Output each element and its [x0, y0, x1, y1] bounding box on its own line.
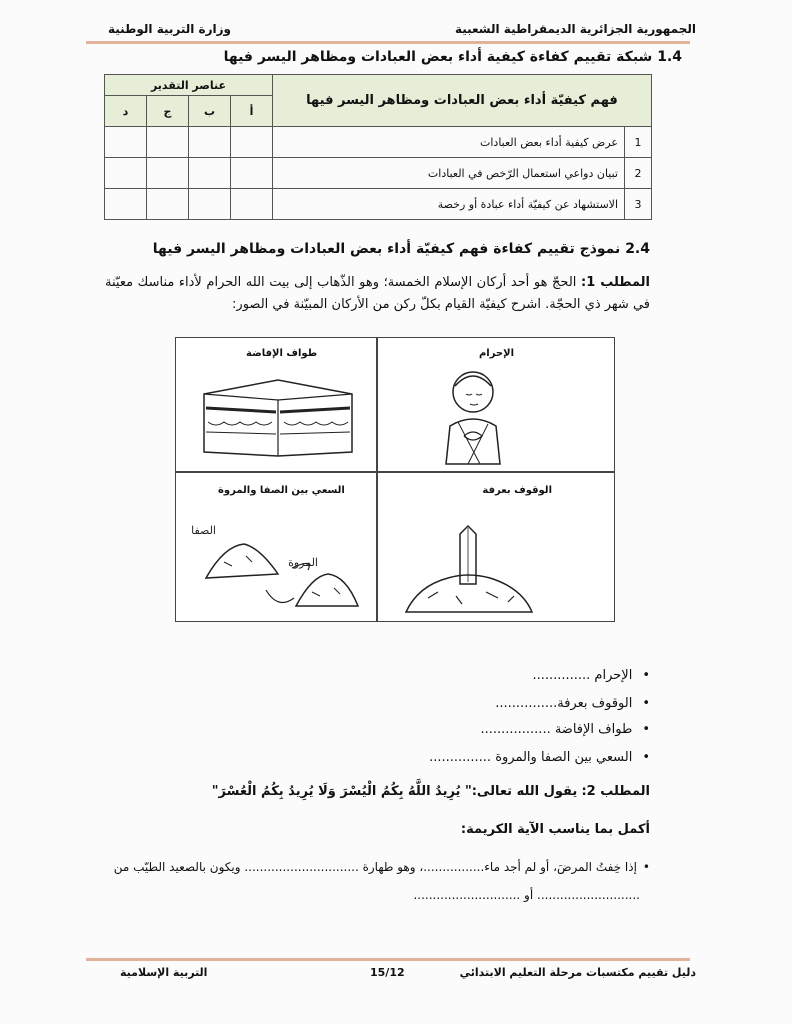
task2-text: يقول الله تعالى:" يُرِيدُ اللَّهُ بِكُمُ الْيُسْرَ وَلَا يُرِيدُ بِكُمُ الْعُسْرَ" [211, 784, 578, 799]
arafah-image [398, 526, 538, 616]
instruction: أكمل بما يناسب الآية الكريمة: [460, 822, 650, 837]
safa-marwa-image [191, 518, 366, 613]
grid-main-header: فهم كيفيّة أداء بعض العبادات ومظاهر اليسر فيها [273, 75, 652, 127]
grade-cell[interactable] [189, 189, 231, 220]
safa-label: الصفا [191, 524, 216, 537]
grade-cell[interactable] [189, 158, 231, 189]
grade-cell[interactable] [231, 127, 273, 158]
row-number: 2 [625, 158, 652, 189]
ihram-image [428, 364, 518, 469]
hajj-images-frame [175, 337, 615, 622]
row-criterion: الاستشهاد عن كيفيّة أداء عبادة أو رخصة [273, 189, 625, 220]
table-row [105, 158, 652, 189]
grid-grading-header: عناصر التقدير [105, 75, 273, 96]
footer-page: 15/12 [370, 966, 405, 979]
grade-cell[interactable] [147, 158, 189, 189]
header-republic: الجمهورية الجزائرية الديمقراطية الشعبية [454, 22, 696, 36]
task1-label: المطلب 1: [580, 275, 650, 290]
footer-divider [86, 958, 690, 961]
table-row [105, 189, 652, 220]
header-divider [86, 41, 690, 44]
caption-tawaf: طواف الإفاضة [246, 348, 318, 359]
bullet-item: • طواف الإفاضة ................. [480, 722, 650, 737]
footer-guide: دليل تقييم مكتسبات مرحلة التعليم الابتدائي [459, 966, 696, 979]
row-number: 1 [625, 127, 652, 158]
grade-cell[interactable] [105, 189, 147, 220]
frame-divider-vertical [376, 338, 378, 621]
grade-cell[interactable] [189, 127, 231, 158]
grade-cell[interactable] [105, 158, 147, 189]
grade-cell[interactable] [147, 127, 189, 158]
grade-cell[interactable] [105, 127, 147, 158]
fill-line-2: ........................... أو ............................ [413, 888, 640, 902]
bullet-item: • الوقوف بعرفة............... [495, 696, 650, 711]
grade-cell[interactable] [231, 158, 273, 189]
footer-subject: التربية الإسلامية [120, 966, 208, 979]
grade-a: أ [231, 96, 273, 127]
section1-title: 1.4 شبكة تقييم كفاءة كيفية أداء بعض العبادات ومظاهر اليسر فيها [223, 49, 682, 65]
grade-cell[interactable] [147, 189, 189, 220]
row-number: 3 [625, 189, 652, 220]
section2-title: 2.4 نموذج تقييم كفاءة فهم كيفيّة أداء بعض العبادات ومظاهر اليسر فيها [152, 241, 650, 257]
bullet-item: • الإحرام .............. [532, 668, 650, 683]
caption-arafah: الوقوف بعرفة [482, 485, 552, 496]
task2-label: المطلب 2: [581, 784, 650, 799]
frame-divider-horizontal [176, 471, 614, 473]
marwa-label: المروة [288, 556, 318, 569]
row-criterion: عرض كيفية أداء بعض العبادات [273, 127, 625, 158]
grade-d: د [105, 96, 147, 127]
caption-sai: السعي بين الصفا والمروة [218, 485, 345, 496]
task2-paragraph [212, 784, 650, 799]
table-row [105, 127, 652, 158]
grade-c: ج [147, 96, 189, 127]
grade-cell[interactable] [231, 189, 273, 220]
grade-b: ب [189, 96, 231, 127]
kaaba-image [198, 376, 358, 458]
bullet-dot: • [642, 860, 650, 874]
header-ministry: وزارة التربية الوطنية [108, 22, 232, 36]
fill-line-1 [90, 860, 650, 874]
caption-ihram: الإحرام [478, 348, 514, 359]
fill-line-1-text: إذا خِفتُ المرضَ، أو لم أجد ماء................، وهو طهارة .............................. ويكون بالصعيد الطيّب من [113, 860, 637, 874]
bullet-item: • السعي بين الصفا والمروة ............... [429, 750, 650, 765]
assessment-grid [104, 74, 652, 220]
task1-paragraph [105, 272, 650, 316]
row-criterion: تبيان دواعي استعمال الرّخص في العبادات [273, 158, 625, 189]
task1-text: الحجّ هو أحد أركان الإسلام الخمسة؛ وهو الذّهاب إلى بيت الله الحرام لأداء مناسك معيّنة في شهر ذي الحجّة. اشرح كيفيّة القيام بكلّ ركن من الأركان المبيّنة في الصور: [105, 275, 650, 312]
